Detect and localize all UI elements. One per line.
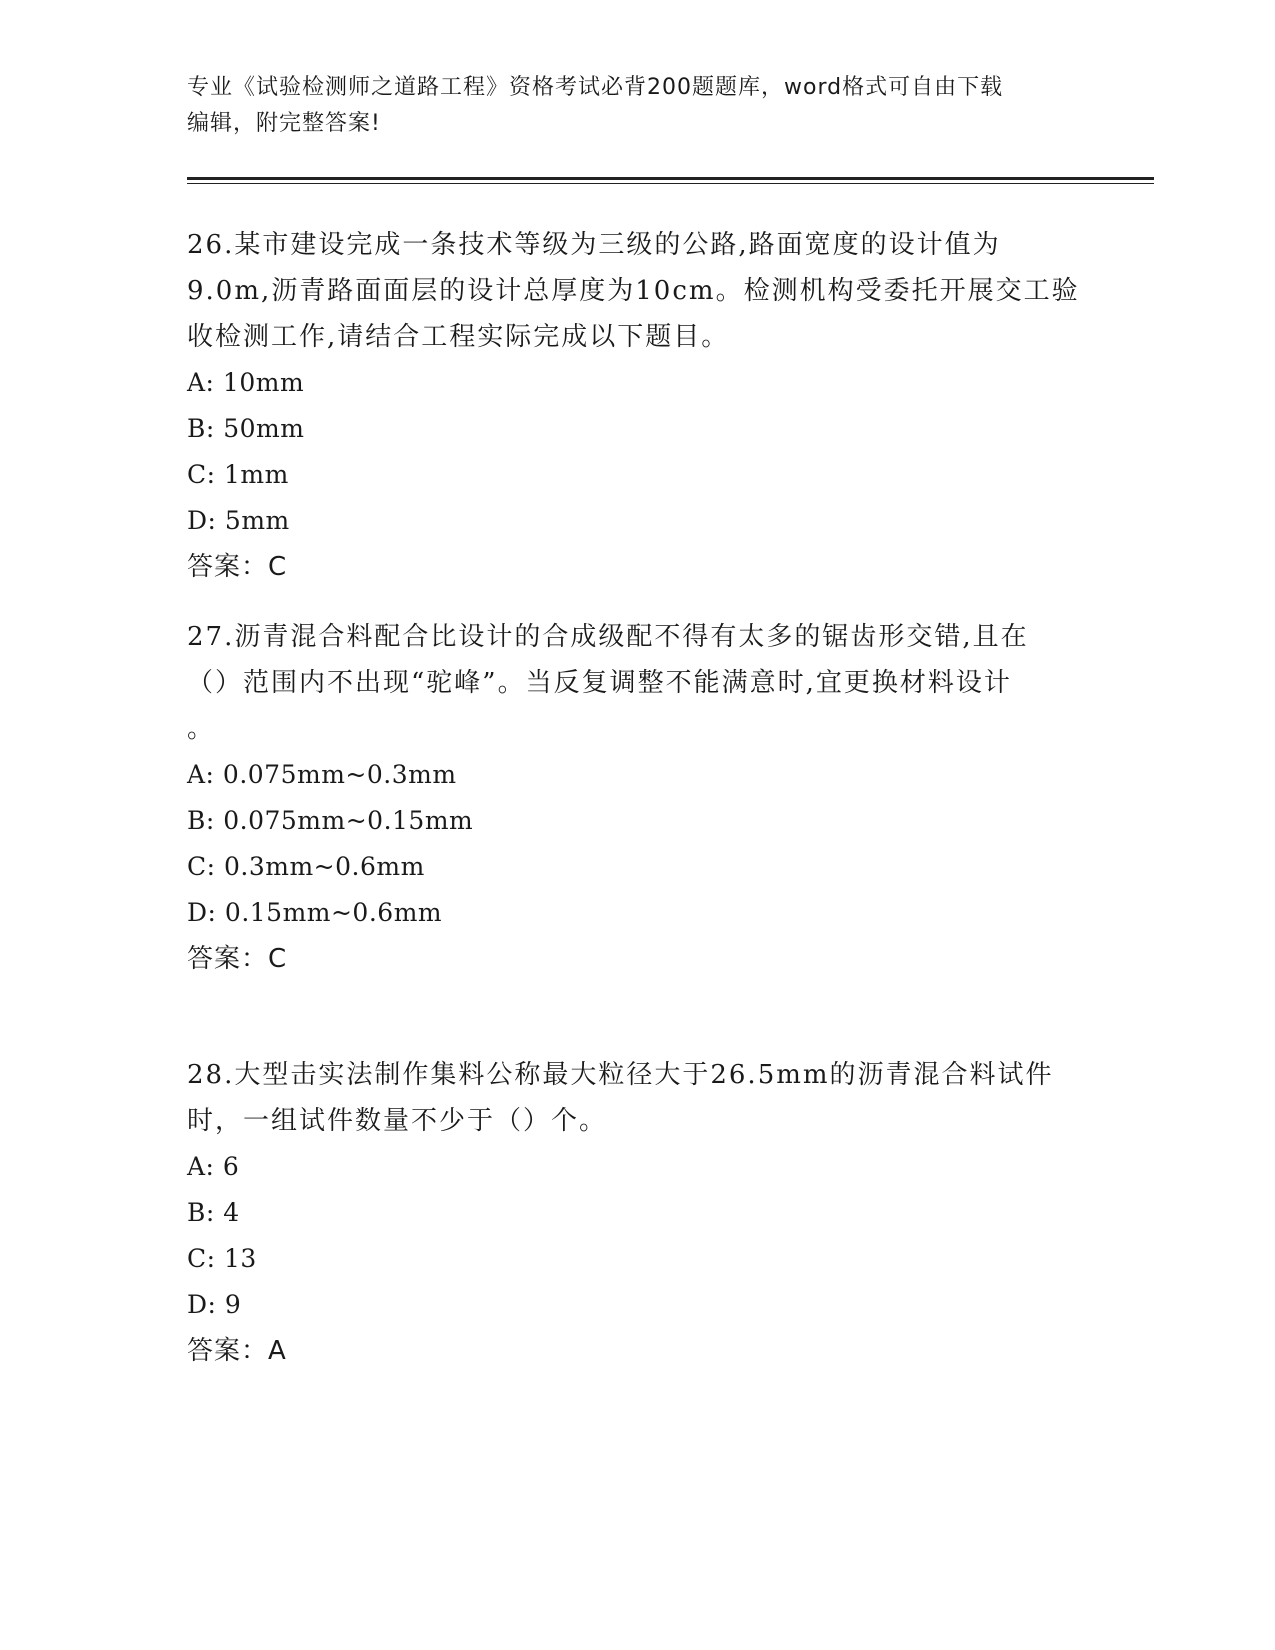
question-stem-line: 。 xyxy=(187,714,216,744)
header-line-1: 专业《试验检测师之道路工程》资格考试必背200题题库，word格式可自由下载 xyxy=(187,75,1004,100)
header-divider-thick xyxy=(187,177,1154,180)
option-b: B: 0.075mm~0.15mm xyxy=(187,806,474,835)
answer: 答案：C xyxy=(187,944,288,974)
question-28 xyxy=(187,1052,1087,1374)
question-stem-line: 9.0m,沥青路面面层的设计总厚度为10cm。检测机构受委托开展交工验 xyxy=(187,276,1080,306)
option-c: C: 1mm xyxy=(187,460,289,489)
option-b: B: 4 xyxy=(187,1198,240,1227)
option-a: A: 6 xyxy=(187,1152,240,1181)
option-c: C: 0.3mm~0.6mm xyxy=(187,852,425,881)
header-line-2: 编辑，附完整答案! xyxy=(187,111,381,136)
question-stem-line: 27.沥青混合料配合比设计的合成级配不得有太多的锯齿形交错,且在 xyxy=(187,622,1029,652)
answer: 答案：A xyxy=(187,1336,287,1366)
question-stem-line: 26.某市建设完成一条技术等级为三级的公路,路面宽度的设计值为 xyxy=(187,230,1001,260)
option-d: D: 9 xyxy=(187,1290,242,1319)
document-header xyxy=(187,70,1087,142)
question-stem-line: 时，一组试件数量不少于（）个。 xyxy=(187,1106,608,1136)
question-stem-line: （）范围内不出现“驼峰”。当反复调整不能满意时,宜更换材料设计 xyxy=(187,668,1012,698)
question-26 xyxy=(187,222,1087,590)
option-c: C: 13 xyxy=(187,1244,257,1273)
option-d: D: 0.15mm~0.6mm xyxy=(187,898,443,927)
answer: 答案：C xyxy=(187,552,288,582)
question-27 xyxy=(187,614,1087,982)
option-d: D: 5mm xyxy=(187,506,290,535)
option-a: A: 0.075mm~0.3mm xyxy=(187,760,457,789)
option-a: A: 10mm xyxy=(187,368,305,397)
question-stem-line: 收检测工作,请结合工程实际完成以下题目。 xyxy=(187,322,730,352)
question-stem-line: 28.大型击实法制作集料公称最大粒径大于26.5mm的沥青混合料试件 xyxy=(187,1060,1054,1090)
option-b: B: 50mm xyxy=(187,414,305,443)
header-divider-thin xyxy=(187,183,1154,184)
